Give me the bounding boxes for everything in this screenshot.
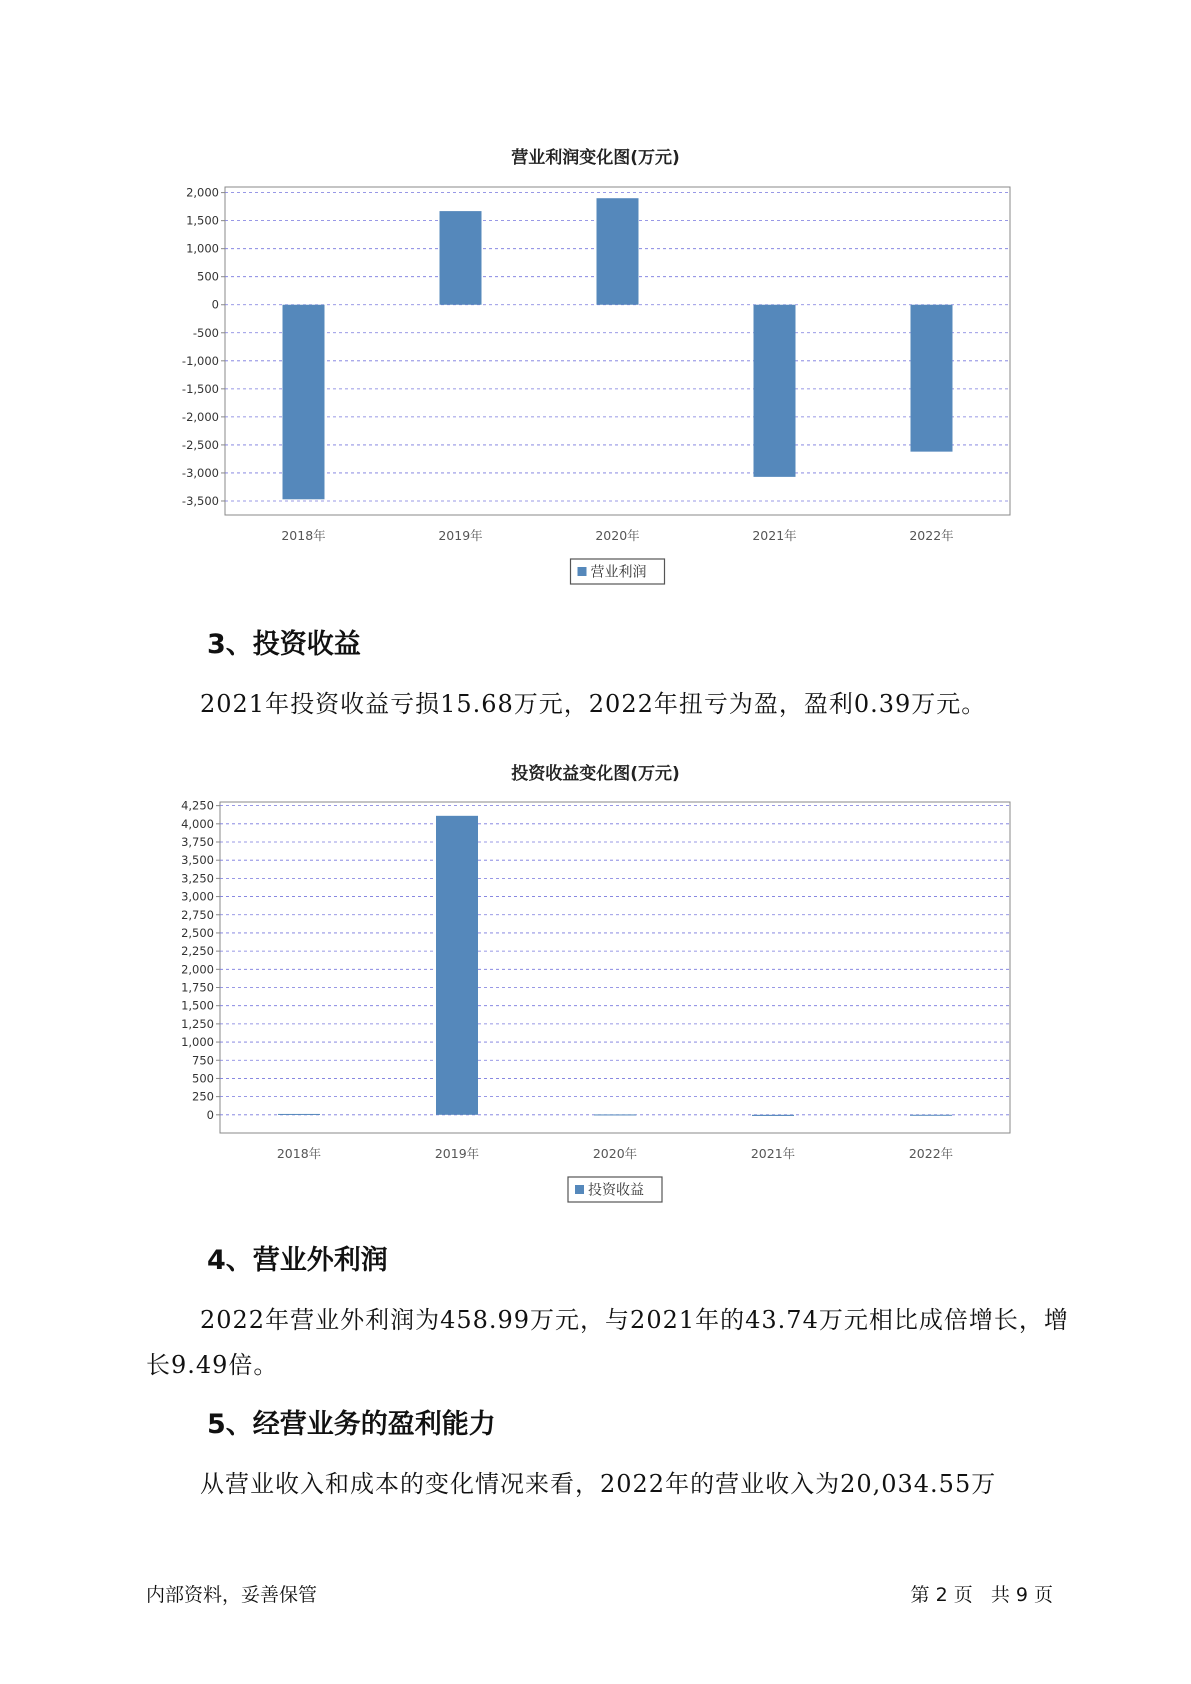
bar bbox=[594, 1114, 636, 1115]
section-4-heading: 4、营业外利润 bbox=[207, 1245, 388, 1276]
y-tick-label: -2,000 bbox=[181, 409, 219, 424]
section-3-paragraph: 2021年投资收益亏损15.68万元，2022年扭亏为盈，盈利0.39万元。 bbox=[200, 690, 987, 718]
x-tick-label: 2022年 bbox=[909, 528, 954, 543]
y-tick-label: 1,500 bbox=[186, 213, 219, 228]
legend-label: 营业利润 bbox=[590, 564, 647, 581]
x-tick-label: 2018年 bbox=[281, 528, 326, 543]
y-tick-label: 500 bbox=[192, 1071, 214, 1086]
section-5-paragraph: 从营业收入和成本的变化情况来看，2022年的营业收入为20,034.55万 bbox=[200, 1470, 997, 1498]
y-tick-label: -3,000 bbox=[181, 465, 219, 480]
y-tick-label: 2,500 bbox=[181, 925, 214, 940]
y-tick-label: 3,000 bbox=[181, 889, 214, 904]
footer-confidential-note: 内部资料，妥善保管 bbox=[146, 1584, 318, 1606]
section-4-paragraph: 2022年营业外利润为458.99万元，与2021年的43.74万元相比成倍增长，增长9.49倍。 bbox=[146, 1306, 1069, 1379]
y-tick-label: 0 bbox=[211, 297, 219, 312]
x-tick-label: 2018年 bbox=[276, 1146, 322, 1161]
legend bbox=[571, 559, 665, 584]
y-tick-label: 0 bbox=[206, 1107, 214, 1122]
y-tick-label: 2,000 bbox=[186, 185, 219, 200]
y-tick-label: -3,500 bbox=[181, 493, 219, 508]
plot-area bbox=[220, 802, 1010, 1133]
y-tick-label: 4,000 bbox=[181, 816, 214, 831]
bar bbox=[440, 211, 482, 305]
y-tick-label: 3,500 bbox=[181, 853, 214, 868]
y-tick-label: 2,000 bbox=[181, 962, 214, 977]
section-3-heading: 3、投资收益 bbox=[207, 629, 361, 660]
x-tick-label: 2019年 bbox=[434, 1146, 480, 1161]
y-tick-label: 2,750 bbox=[181, 907, 214, 922]
x-tick-label: 2022年 bbox=[908, 1146, 954, 1161]
y-tick-label: 1,500 bbox=[181, 998, 214, 1013]
bar bbox=[436, 816, 478, 1115]
footer-page-number: 第 2 页 共 9 页 bbox=[910, 1584, 1053, 1606]
operating-profit-chart-title: 营业利润变化图(万元) bbox=[511, 148, 680, 168]
legend-swatch bbox=[575, 1185, 584, 1194]
y-tick-label: 1,000 bbox=[186, 241, 219, 256]
y-tick-label: 500 bbox=[197, 269, 219, 284]
legend bbox=[568, 1177, 662, 1202]
y-tick-label: -1,500 bbox=[181, 381, 219, 396]
y-tick-label: -500 bbox=[192, 325, 219, 340]
y-tick-label: 1,000 bbox=[181, 1035, 214, 1050]
y-tick-label: -2,500 bbox=[181, 437, 219, 452]
y-tick-label: 250 bbox=[192, 1089, 214, 1104]
legend-label: 投资收益 bbox=[588, 1182, 644, 1199]
bar bbox=[910, 1115, 952, 1116]
y-tick-label: 750 bbox=[192, 1053, 214, 1068]
y-tick-label: 1,750 bbox=[181, 980, 214, 995]
legend-swatch bbox=[578, 567, 587, 576]
bar bbox=[754, 305, 796, 477]
x-tick-label: 2021年 bbox=[752, 528, 797, 543]
y-tick-label: 1,250 bbox=[181, 1016, 214, 1031]
investment-income-chart bbox=[0, 786, 1191, 1206]
y-tick-label: 2,250 bbox=[181, 944, 214, 959]
y-tick-label: 4,250 bbox=[181, 798, 214, 813]
y-tick-label: -1,000 bbox=[181, 353, 219, 368]
bar bbox=[278, 1114, 320, 1115]
x-tick-label: 2019年 bbox=[438, 528, 483, 543]
bar bbox=[911, 305, 953, 452]
x-tick-label: 2021年 bbox=[750, 1146, 796, 1161]
bar bbox=[597, 198, 639, 305]
bar bbox=[752, 1115, 794, 1116]
x-tick-label: 2020年 bbox=[595, 528, 640, 543]
section-5-heading: 5、经营业务的盈利能力 bbox=[207, 1409, 496, 1440]
bar bbox=[283, 305, 325, 500]
investment-income-chart-title: 投资收益变化图(万元) bbox=[511, 764, 680, 784]
x-tick-label: 2020年 bbox=[592, 1146, 638, 1161]
y-tick-label: 3,250 bbox=[181, 871, 214, 886]
operating-profit-chart bbox=[0, 170, 1191, 590]
y-tick-label: 3,750 bbox=[181, 835, 214, 850]
